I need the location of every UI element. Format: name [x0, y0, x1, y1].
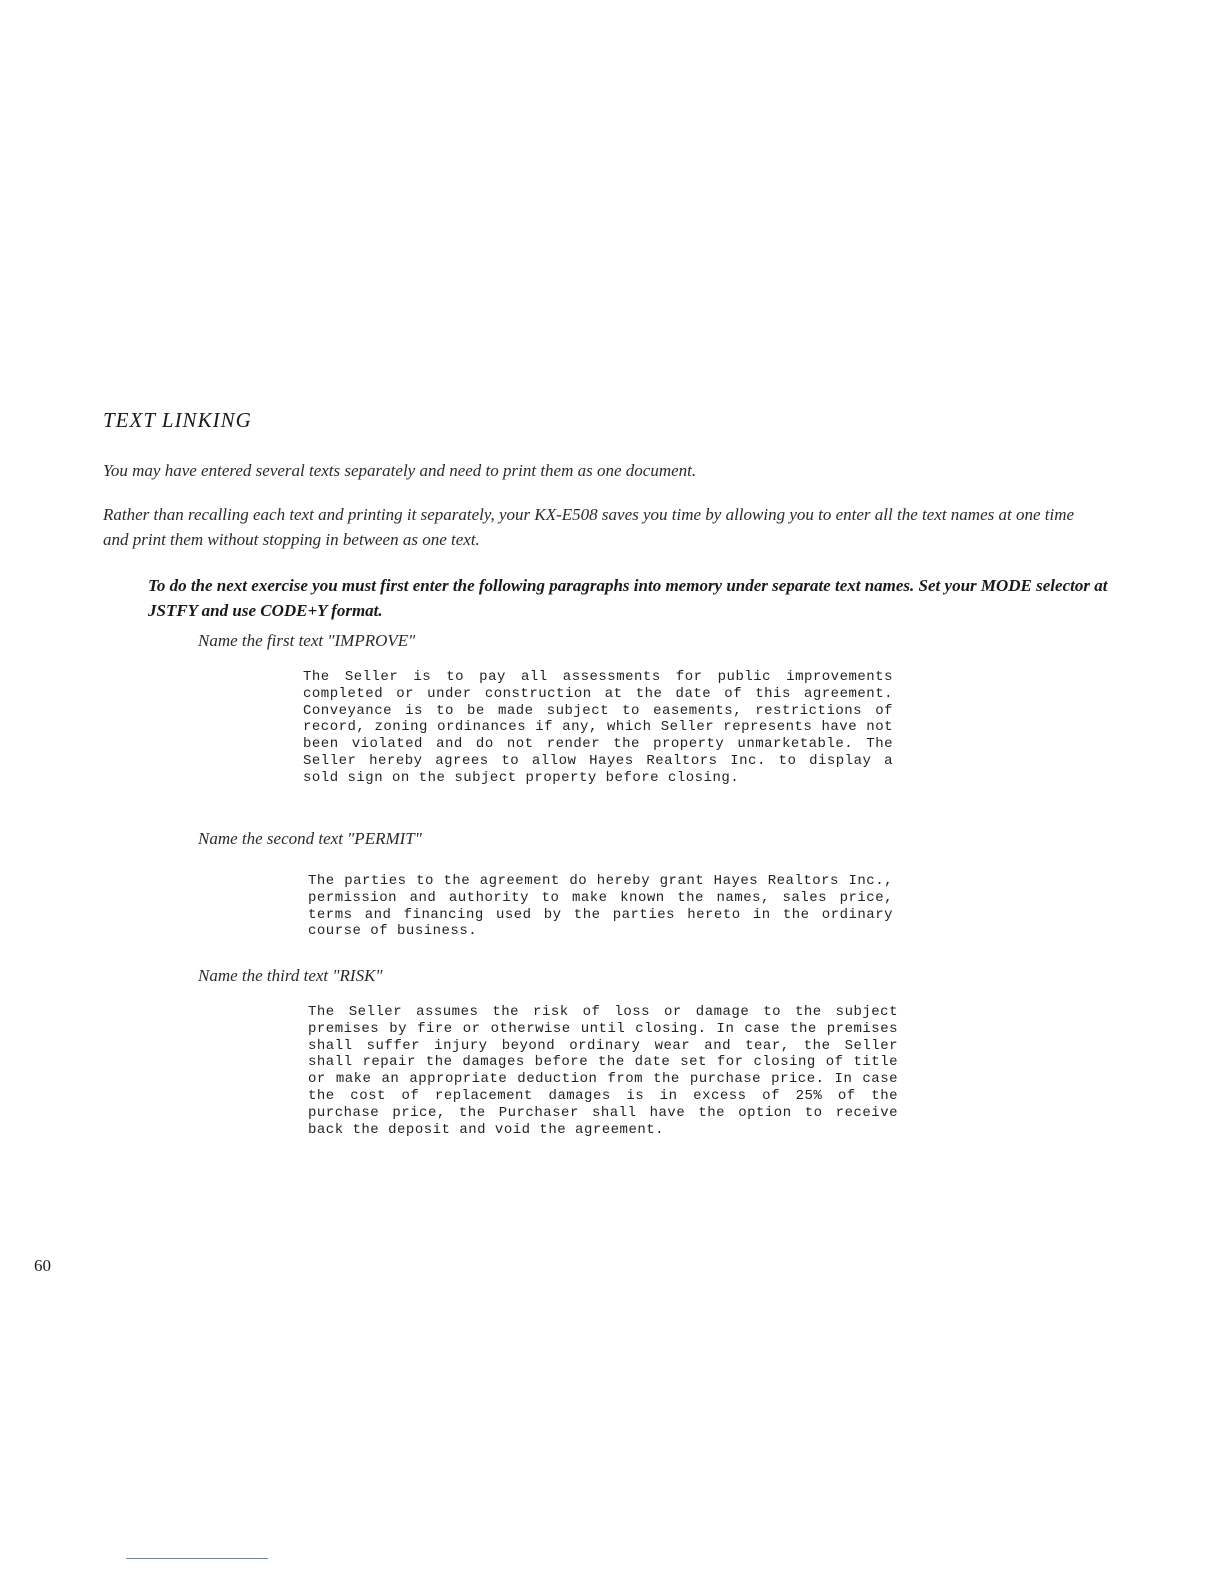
intro-paragraph-1: You may have entered several texts separately and need to print them as one document. — [103, 461, 697, 480]
text-name-label-permit: Name the second text "PERMIT" — [198, 829, 422, 848]
text-name-label-improve: Name the first text "IMPROVE" — [198, 631, 416, 650]
text-body-improve: The Seller is to pay all assessments for public improvements completed or under construction at the date of this agreement. Conveyance is to be made subject to easements, restrictions of record, zoning ordinances if any, which Seller represents have not been violated and do not render the property unmarketable. The Seller hereby agrees to allow Hayes Realtors Inc. to display a sold sign on the subject property before closing. — [303, 669, 893, 786]
text-body-risk: The Seller assumes the risk of loss or damage to the subject premises by fire or otherwise until closing. In case the premises shall suffer injury beyond ordinary wear and tear, the Seller shall repair the damages before the date set for closing of title or make an appropriate deduction from the purchase price. In case the cost of replacement damages is in excess of 25% of the purchase price, the Purchaser shall have the option to receive back the deposit and void the agreement. — [308, 1004, 898, 1138]
footer-rule — [126, 1558, 268, 1559]
page-number: 60 — [34, 1256, 51, 1275]
text-name-label-risk: Name the third text "RISK" — [198, 966, 383, 985]
text-body-permit: The parties to the agreement do hereby grant Hayes Realtors Inc., permission and authority to make known the names, sales price, terms and financing used by the parties hereto in the ordinary course of business. — [308, 873, 893, 940]
section-title: TEXT LINKING — [103, 408, 252, 432]
intro-paragraph-2: Rather than recalling each text and printing it separately, your KX-E508 saves you time by allowing you to enter all the text names at one time and print them without stopping in between as one text. — [103, 505, 1075, 549]
exercise-instruction: To do the next exercise you must first enter the following paragraphs into memory under separate text names. Set your MODE selector at JSTFY and use CODE+Y format. — [148, 576, 1108, 620]
